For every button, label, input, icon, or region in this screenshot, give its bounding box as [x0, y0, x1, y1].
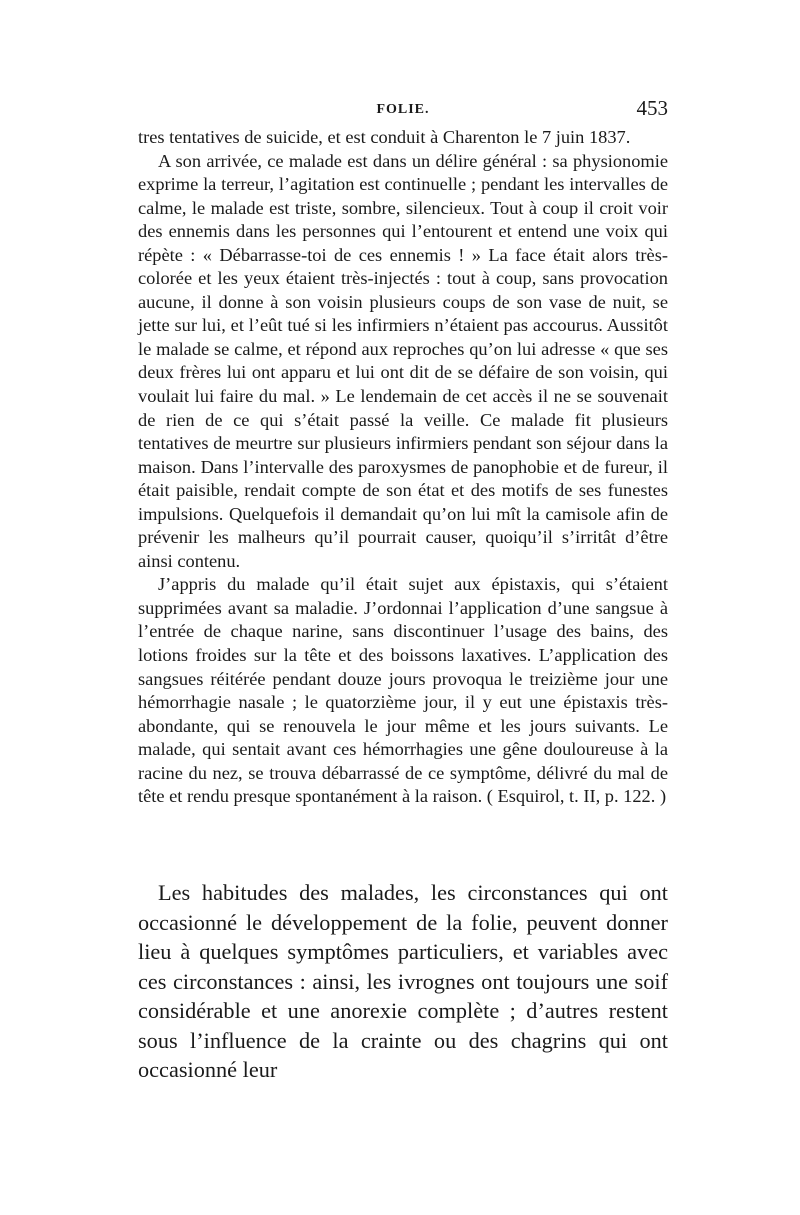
case-paragraph-arrival: A son arrivée, ce malade est dans un délire général : sa physionomie exprime la terreur, l’agitation est continuelle ; pendant les intervalles de calme, le malade est triste, sombre, silencieux. Tout à coup il croit voir des ennemis dans les personnes qui l’entourent et entend une voix qui répète : « Débarrasse-toi de ces ennemis ! » La face était alors très-colorée et les yeux étaient très-injectés : tout à coup, sans provocation aucune, il donne à son voisin plusieurs coups de son vase de nuit, se jette sur lui, et l’eût tué si les infirmiers n’étaient pas accourus. Aussitôt le malade se calme, et répond aux reproches qu’on lui adresse « que ses deux frères lui ont apparu et lui ont dit de se défaire de son voisin, qui voulait lui faire du mal. » Le lendemain de cet accès il ne se souvenait de rien de ce qui s’était passé la veille. Ce malade fit plusieurs tentatives de meurtre sur plusieurs infirmiers pendant son séjour dans la maison. Dans l’intervalle des paroxysmes de panophobie et de fureur, il était paisible, rendait compte de son état et des motifs de ses funestes impulsions. Quelquefois il demandait qu’on lui mît la camisole afin de prévenir les malheurs qu’il pourrait causer, quoiqu’il s’irritât d’être ainsi contenu. [138, 150, 668, 571]
main-paragraph: Les habitudes des malades, les circonstances qui ont occasionné le développement de la folie, peuvent donner lieu à quelques symptômes particuliers, et variables avec ces circonstances : ainsi, les ivrognes ont toujours une soif considérable et une anorexie complète ; d’autres restent sous l’influence de la crainte ou des chagrins qui ont occasionné leur [138, 880, 668, 1082]
page-header [138, 96, 668, 122]
page-number: 453 [636, 96, 668, 120]
case-report [138, 126, 668, 809]
case-paragraph-treatment: J’appris du malade qu’il était sujet aux épistaxis, qui s’étaient supprimées avant sa maladie. J’ordonnai l’application d’une sangsue à l’entrée de chaque narine, sans discontinuer l’usage des bains, des lotions froides sur la tête et des boissons laxatives. L’application des sangsues réitérée pendant douze jours provoqua le treizième jour une hémorrhagie nasale ; le quatorzième jour, il y eut une épistaxis très-abondante, qui se renouvela le jour même et les jours suivants. Le malade, qui sentait avant ces hémorrhagies une gêne douloureuse à la racine du nez, se trouva débarrassé de ce symptôme, délivré du mal de tête et rendu presque spontanément à la raison. ( Esquirol, t. II, p. 122. ) [138, 574, 668, 807]
case-paragraph-continuation: tres tentatives de suicide, et est conduit à Charenton le 7 juin 1837. [138, 127, 631, 147]
running-head: FOLIE. [376, 102, 430, 117]
